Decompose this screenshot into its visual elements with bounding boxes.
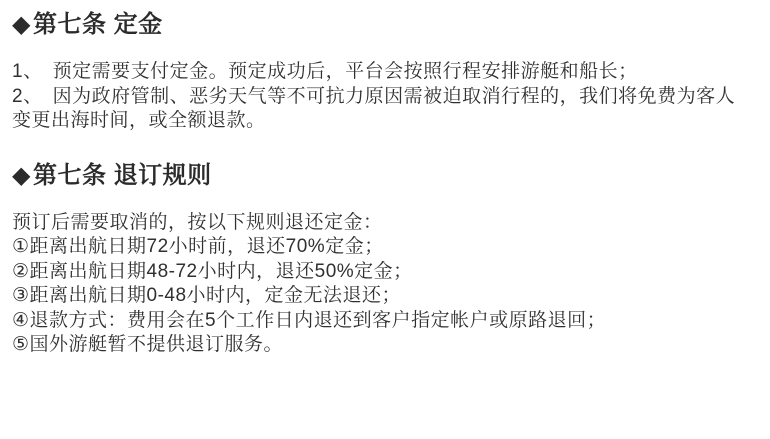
diamond-bullet-icon: ◆	[12, 11, 31, 38]
section-deposit-heading-text: 第七条 定金	[32, 11, 163, 38]
terms-line: 预订后需要取消的，按以下规则退还定金：	[12, 211, 383, 233]
diamond-bullet-icon: ◆	[12, 161, 31, 189]
terms-line: ②距离出航日期48-72小时内，退还50%定金；	[12, 260, 413, 282]
section-deposit	[12, 11, 760, 134]
section-refund-rules-heading	[12, 162, 760, 190]
terms-line: ⑤国外游艇暂不提供退订服务。	[12, 334, 284, 355]
terms-line: ③距离出航日期0-48小时内，定金无法退还；	[12, 285, 402, 306]
section-refund-rules-heading-text: 第七条 退订规则	[32, 161, 212, 189]
terms-line: 2、 因为政府管制、恶劣天气等不可抗力原因需被迫取消行程的，我们将免费为客人	[12, 85, 736, 107]
terms-line: 1、 预定需要支付定金。预定成功后，平台会按照行程安排游艇和船长；	[12, 61, 638, 82]
terms-line: ④退款方式：费用会在5个工作日内退还到客户指定帐户或原路退回；	[12, 309, 607, 331]
terms-line: 变更出海时间，或全额退款。	[12, 110, 266, 131]
section-deposit-body	[12, 60, 760, 134]
section-deposit-heading	[12, 11, 760, 39]
section-refund-rules-body	[12, 211, 760, 358]
section-refund-rules	[12, 162, 760, 358]
terms-line: ①距离出航日期72小时前，退还70%定金；	[12, 236, 384, 257]
